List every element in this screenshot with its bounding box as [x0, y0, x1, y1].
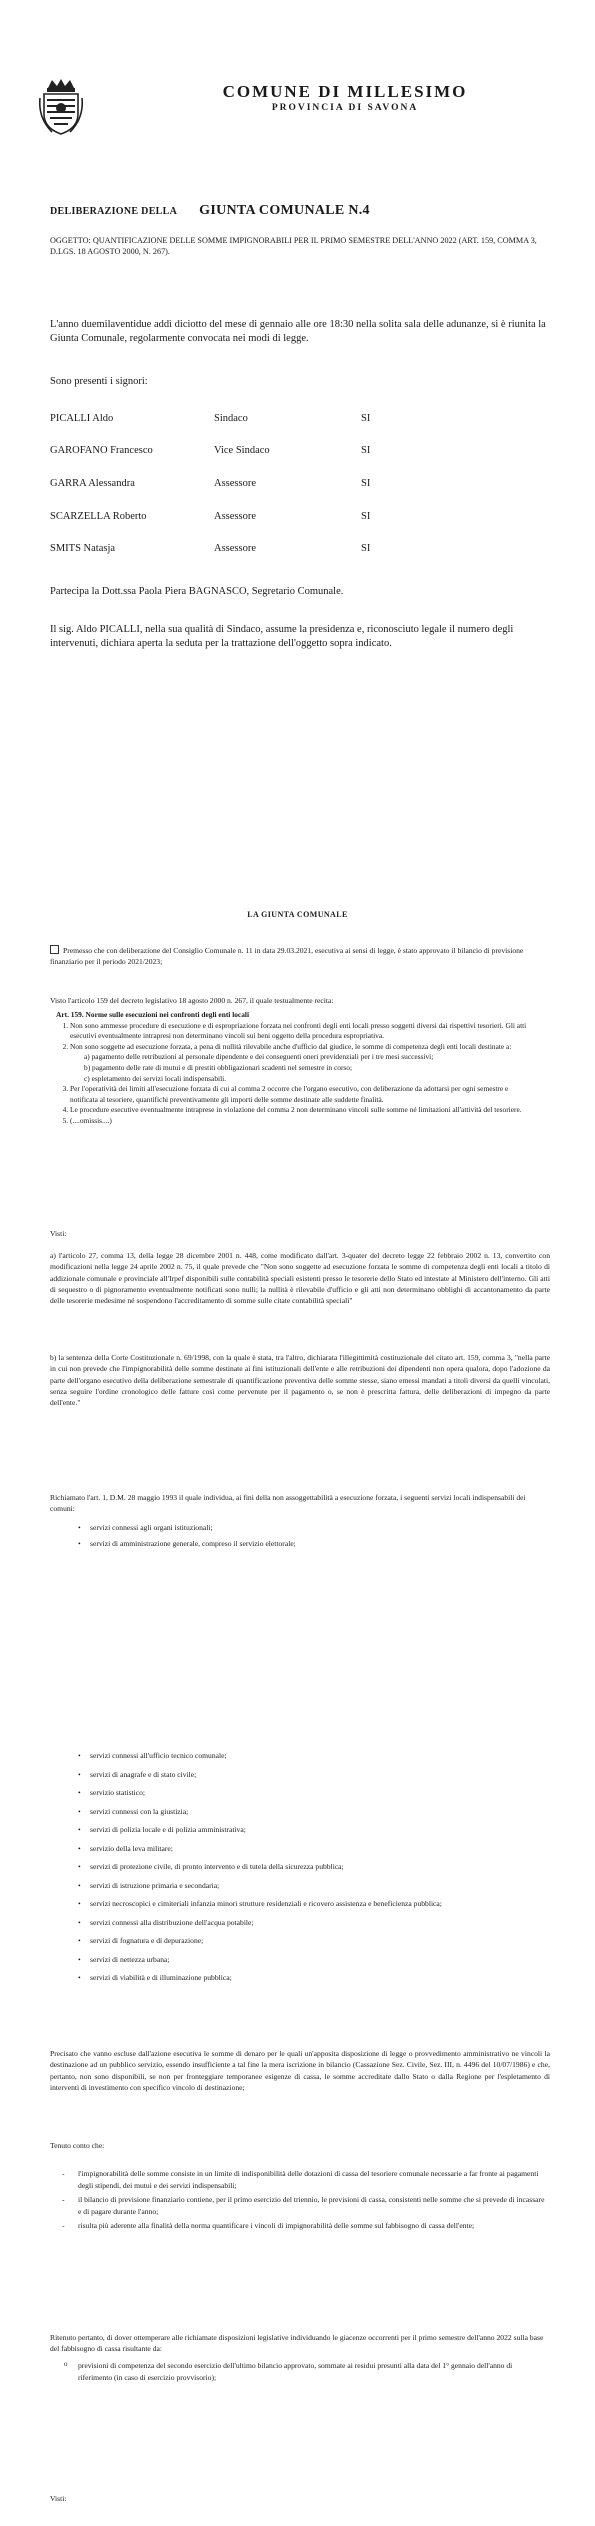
art159-quote: [56, 1010, 536, 1127]
list-item: o previsioni di competenza del secondo esercizio dell'ultimo bilancio approvato, sommate ai residui presunti alla data del 1° gennaio dell'anno di riferimento (in caso di esercizio provvisorio);: [64, 2360, 544, 2383]
list-item: • servizio statistico;: [78, 1787, 548, 1799]
art159-subitem: b) pagamento delle rate di mutui e di prestiti obbligazionari scadenti nel semestre in corso;: [84, 1062, 353, 1072]
member-present: SI: [361, 511, 371, 522]
list-item: - il bilancio di previsione finanziario contiene, per il primo esercizio del triennio, le previsioni di cassa, consistenti nelle somme che si prevede di incassare e di pagare durante l'anno;: [62, 2194, 546, 2217]
premise-text: Premesso che con deliberazione del Consiglio Comunale n. 11 in data 29.03.2021, esecutiva ai sensi di legge, è stato approvato il bilancio di previsione finanziario per il periodo 2021/2023;: [50, 946, 524, 967]
art159-item: 4. Le procedure esecutive eventualmente intraprese in violazione del comma 2 non determinano vincoli sulle somme né limitazioni all'attività del tesoriere.: [70, 1105, 536, 1116]
list-item: • servizi di anagrafe e di stato civile;: [78, 1769, 548, 1781]
art159-title: Art. 159. Norme sulle esecuzioni nei confronti degli enti locali: [56, 1010, 250, 1019]
list-item: • servizi connessi all'ufficio tecnico comunale;: [78, 1750, 548, 1762]
member-present: SI: [361, 445, 371, 456]
services-list-a: [78, 1522, 548, 1554]
visti-b-paragraph: b) la sentenza della Corte Costituzionale n. 69/1998, con la quale è stata, tra l'altro, dichiarata l'illegittimità costituzionale del citato art. 159, comma 3, "nella parte in cui non prevede che l'impignorabilità delle somme destinate ai fini istituzionali dell'ente e alle retribuzioni dei dipendenti non opera qualora, dopo l'adozione da parte dell'organo esecutivo della deliberazione semestrale di quantificazione preventiva delle somme stesse, siano emessi mandati a titoli diversi da quelli vincolati, senza seguire l'ordine cronologico delle fatture così come pervenute per il pagamento o, se non è prescritta fattura, delle deliberazioni di impegno da parte dell'ente.": [50, 1353, 550, 1408]
list-item: • servizi necroscopici e cimiteriali infanzia minori strutture residenziali e ricovero assistenza e beneficienza pubblica;: [78, 1898, 548, 1910]
art159-item: 5. (....omissis....): [70, 1116, 536, 1127]
giunta-heading: LA GIUNTA COMUNALE: [247, 910, 348, 919]
member-role: Assessore: [214, 478, 256, 489]
ritenuto-list: [64, 2360, 544, 2383]
member-role: Assessore: [214, 511, 256, 522]
opening-paragraph: Il sig. Aldo PICALLI, nella sua qualità di Sindaco, assume la presidenza e, riconosciuto legale il numero degli intervenuti, dichiara aperta la seduta per la trattazione dell'oggetto sopra indicato.: [50, 624, 514, 649]
visto-intro: Visto l'articolo 159 del decreto legislativo 18 agosto 2000 n. 267, il quale testualmente recita:: [50, 996, 334, 1005]
list-item: • servizio della leva militare;: [78, 1843, 548, 1855]
intro-paragraph: L'anno duemilaventidue addì diciotto del mese di gennaio alle ore 18:30 nella solita sala delle adunanze, si è riunita la Giunta Comunale, regolarmente convocata nei modi di legge.: [50, 319, 546, 344]
list-item: • servizi di amministrazione generale, compreso il servizio elettorale;: [78, 1538, 548, 1550]
member-name: GARRA Alessandra: [50, 478, 135, 489]
art159-subitem: c) espletamento dei servizi locali indispensabili.: [84, 1073, 227, 1083]
list-item: • servizi di fognatura e di depurazione;: [78, 1935, 548, 1947]
member-name: SCARZELLA Roberto: [50, 511, 147, 522]
province-name: PROVINCIA DI SAVONA: [271, 103, 419, 113]
list-item: - l'impignorabilità delle somme consiste in un limite di indisponibilità delle dotazioni di cassa del tesoriere comunale necessarie a far fronte ai pagamenti degli stipendi, dei mutui e dei servizi indispensabili;: [62, 2168, 546, 2191]
list-item: • servizi di polizia locale e di polizia amministrativa;: [78, 1824, 548, 1836]
checkbox-icon: [50, 945, 59, 954]
deliberation-body: GIUNTA COMUNALE N.4: [199, 203, 370, 218]
deliberation-title: [50, 203, 370, 219]
services-list-b: [78, 1750, 548, 1991]
art159-subitem: a) pagamento delle retribuzioni al personale dipendente e dei conseguenti oneri previdenziali per i tre mesi successivi;: [84, 1052, 434, 1062]
present-label: Sono presenti i signori:: [50, 376, 148, 387]
member-role: Assessore: [214, 543, 256, 554]
member-role: Sindaco: [214, 413, 248, 424]
member-present: SI: [361, 543, 371, 554]
member-name: PICALLI Aldo: [50, 413, 114, 424]
visti2-label: Visti:: [50, 2494, 67, 2503]
list-item: - risulta più aderente alla finalità della norma quantificare i vincoli di impignorabilità delle somme sul fabbisogno di cassa dell'ente;: [62, 2220, 546, 2232]
list-item: • servizi connessi alla distribuzione dell'acqua potabile;: [78, 1917, 548, 1929]
list-item: • servizi di protezione civile, di pronto intervento e di tutela della sicurezza pubblica;: [78, 1861, 548, 1873]
member-name: GAROFANO Francesco: [50, 445, 153, 456]
member-present: SI: [361, 478, 371, 489]
tenuto-list: [62, 2168, 546, 2235]
list-item: • servizi connessi con la giustizia;: [78, 1806, 548, 1818]
municipality-name: COMUNE DI MILLESIMO: [222, 82, 468, 101]
precisato-paragraph: Precisato che vanno escluse dall'azione esecutiva le somme di denaro per le quali un'apposita disposizione di legge o provvedimento amministrativo ne vincoli la destinazione ad un pubblico servizio, essendo insufficiente a tal fine la mera iscrizione in bilancio (Cassazione Sez. Civile, Sez. III, n. 4496 del 10/07/1986) e che, pertanto, non sono disponibili, se non per fronteggiare temporanee esigenze di cassa, le somme accreditate dallo Stato o dalla Regione per l'espletamento di interventi di investimento con specifico vincolo di destinazione;: [50, 2049, 550, 2092]
dm-intro-paragraph: Richiamato l'art. 1, D.M. 28 maggio 1993 il quale individua, ai fini della non assoggettabilità a esecuzione forzata, i seguenti servizi locali indispensabili dei comuni:: [50, 1493, 526, 1514]
member-present: SI: [361, 413, 371, 424]
visti-a-paragraph: a) l'articolo 27, comma 13, della legge 28 dicembre 2001 n. 448, come modificato dall'art. 3-quater del decreto legge 22 febbraio 2002 n. 13, convertito con modificazioni nella legge 24 aprile 2002 n. 75, il quale prevede che "Non sono soggette ad esecuzione forzata le somme di competenza degli enti locali a titolo di addizionale comunale e provinciale all'Irpef disponibili sulle contabilità speciali esistenti presso le tesorerie dello Stato ed intestate al Ministero dell'interno. Gli atti di sequestro o di pignoramento eventualmente notificati sono nulli; la nullità è rilevabile d'ufficio e gli atti non determinano obblighi di accantonamento da parte delle tesorerie medesime né sospendono l'accreditamento di somme sulle citate contabilità speciali": [50, 1251, 550, 1306]
list-item: • servizi di istruzione primaria e secondaria;: [78, 1880, 548, 1892]
visti-label: Visti:: [50, 1229, 67, 1238]
deliberation-label: DELIBERAZIONE DELLA: [50, 206, 178, 217]
tenuto-label: Tenuto conto che:: [50, 2141, 105, 2150]
ritenuto-paragraph: Ritenuto pertanto, di dover ottemperare alle richiamate disposizioni legislative individuando le giacenze occorrenti per il primo semestre dell'anno 2022 sulla base del fabbisogno di cassa risultante da:: [50, 2333, 544, 2354]
art159-item: 1. Non sono ammesse procedure di esecuzione e di espropriazione forzata nei confronti degli enti locali presso soggetti diversi dai rispettivi tesorieri. Gli atti esecutivi eventualmente intrapresi non determinano vincoli sui beni oggetto della procedura espropriativa.: [70, 1021, 536, 1042]
premise-paragraph: [50, 945, 550, 968]
list-item: • servizi connessi agli organi istituzionali;: [78, 1522, 548, 1534]
member-name: SMITS Natasja: [50, 543, 116, 554]
art159-item-text: Non sono soggette ad esecuzione forzata, a pena di nullità rilevabile anche d'ufficio dal giudice, le somme di competenza degli enti locali destinate a:: [70, 1041, 512, 1051]
art159-item: [70, 1042, 536, 1084]
list-item: • servizi di viabilità e di illuminazione pubblica;: [78, 1972, 548, 1984]
subject: OGGETTO: QUANTIFICAZIONE DELLE SOMME IMPIGNORABILI PER IL PRIMO SEMESTRE DELL'ANNO 2022 (ART. 159, COMMA 3, D.LGS. 18 AGOSTO 2000, N. 267).: [50, 236, 537, 256]
municipal-crest-icon: [38, 78, 84, 136]
art159-item: 3. Per l'operatività dei limiti all'esecuzione forzata di cui al comma 2 occorre che l'organo esecutivo, con deliberazione da adottarsi per ogni semestre e notificata al tesoriere, quantifichi preventivamente gli importi delle somme destinate alle suddette finalità.: [70, 1084, 536, 1105]
list-item: • servizi di nettezza urbana;: [78, 1954, 548, 1966]
secretary-paragraph: Partecipa la Dott.ssa Paola Piera BAGNASCO, Segretario Comunale.: [50, 586, 344, 597]
member-role: Vice Sindaco: [214, 445, 270, 456]
